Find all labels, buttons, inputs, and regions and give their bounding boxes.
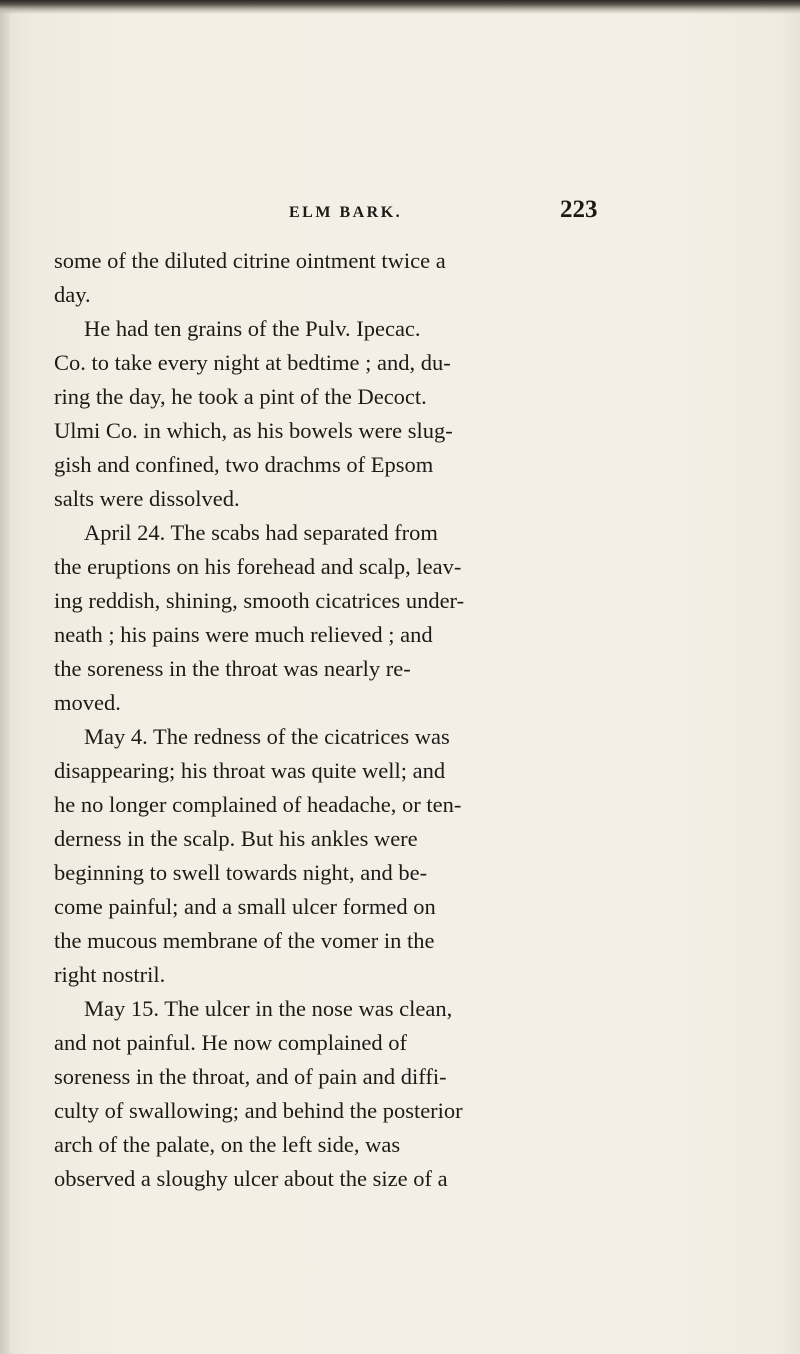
text-line: Co. to take every night at bedtime ; and, du-	[54, 350, 451, 375]
text-line: He had ten grains of the Pulv. Ipecac.	[84, 316, 421, 341]
text-line: May 15. The ulcer in the nose was clean,	[84, 996, 453, 1021]
text-line: ring the day, he took a pint of the Decoct.	[54, 384, 427, 409]
text-line: beginning to swell towards night, and be-	[54, 860, 428, 885]
text-line: some of the diluted citrine ointment twice a	[54, 248, 446, 273]
text-line: May 4. The redness of the cicatrices was	[84, 724, 450, 749]
text-line: the eruptions on his forehead and scalp, leav-	[54, 554, 462, 579]
text-line: observed a sloughy ulcer about the size of a	[54, 1166, 448, 1191]
text-line: right nostril.	[54, 962, 166, 987]
running-title: ELM BARK.	[289, 204, 403, 221]
page-number: 223	[560, 196, 598, 223]
text-line: gish and confined, two drachms of Epsom	[54, 452, 434, 477]
text-line: ing reddish, shining, smooth cicatrices under-	[54, 588, 465, 613]
text-line: arch of the palate, on the left side, was	[54, 1132, 401, 1157]
text-line: the soreness in the throat was nearly re-	[54, 656, 411, 681]
text-line: April 24. The scabs had separated from	[84, 520, 438, 545]
text-line: and not painful. He now complained of	[54, 1030, 408, 1055]
text-line: culty of swallowing; and behind the posterior	[54, 1098, 463, 1123]
text-line: the mucous membrane of the vomer in the	[54, 928, 435, 953]
text-line: neath ; his pains were much relieved ; and	[54, 622, 433, 647]
text-line: come painful; and a small ulcer formed on	[54, 894, 436, 919]
text-line: he no longer complained of headache, or ten-	[54, 792, 462, 817]
text-line: salts were dissolved.	[54, 486, 240, 511]
text-line: Ulmi Co. in which, as his bowels were slug-	[54, 418, 453, 443]
text-line: soreness in the throat, and of pain and diffi-	[54, 1064, 447, 1089]
text-line: derness in the scalp. But his ankles were	[54, 826, 418, 851]
text-line: moved.	[54, 690, 121, 715]
text-line: disappearing; his throat was quite well; and	[54, 758, 446, 783]
page-top-shadow	[0, 0, 800, 14]
text-line: day.	[54, 282, 91, 307]
running-head	[0, 196, 800, 228]
